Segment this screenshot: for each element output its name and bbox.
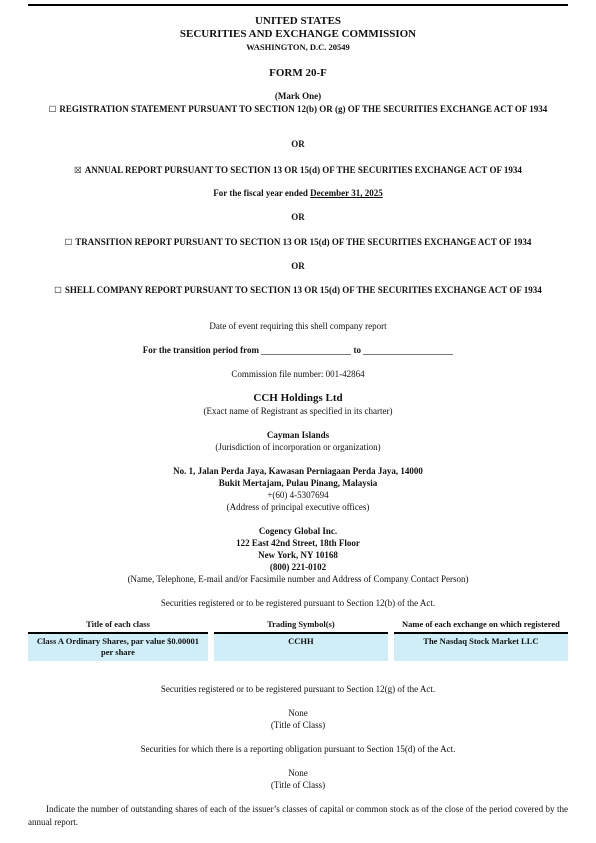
shell-company-text: SHELL COMPANY REPORT PURSUANT TO SECTION 13 OR 15(d) OF THE SECURITIES EXCHANGE ACT OF 1934 <box>64 285 542 295</box>
shell-checkbox-icon: ☐ <box>54 286 62 296</box>
header-exchange-name: Name of each exchange on which registered <box>394 618 568 633</box>
or-separator: OR <box>291 212 305 222</box>
or-separator: OR <box>291 261 305 271</box>
fiscal-year-label: For the fiscal year ended <box>213 188 308 198</box>
contact-caption: (Name, Telephone, E-mail and/or Facsimile number and Address of Company Contact Person) <box>127 574 469 584</box>
address-phone: +(60) 4-5307694 <box>267 490 329 500</box>
transition-to-blank <box>363 345 453 355</box>
securities-table <box>28 618 568 661</box>
cell-trading-symbol: CCHH <box>214 633 388 661</box>
transition-report-text: TRANSITION REPORT PURSUANT TO SECTION 13 OR 15(d) OF THE SECURITIES EXCHANGE ACT OF 1934 <box>75 237 532 247</box>
section-12g-label: Securities registered or to be registered pursuant to Section 12(g) of the Act. <box>160 684 436 694</box>
section-15d-caption: (Title of Class) <box>270 780 326 790</box>
transition-period-line <box>28 344 568 356</box>
header-trading-symbol: Trading Symbol(s) <box>214 618 388 633</box>
agency-heading: SECURITIES AND EXCHANGE COMMISSION <box>179 28 417 40</box>
header-title-of-class: Title of each class <box>28 618 208 633</box>
registrant-name: CCH Holdings Ltd <box>253 392 343 404</box>
location-heading: WASHINGTON, D.C. 20549 <box>246 42 350 52</box>
transition-to-label: to <box>353 345 361 355</box>
securities-table-header <box>28 618 568 633</box>
contact-city: New York, NY 10168 <box>258 550 338 560</box>
outstanding-shares-paragraph: Indicate the number of outstanding shares of each of the issuer’s classes of capital or common stock as of the close of the period covered by the annual report. <box>28 804 568 827</box>
section-12g-caption: (Title of Class) <box>270 720 326 730</box>
registration-statement-option <box>28 103 568 116</box>
registration-statement-text: REGISTRATION STATEMENT PURSUANT TO SECTION 12(b) OR (g) OF THE SECURITIES EXCHANGE ACT OF 1934 <box>59 104 548 114</box>
annual-report-checked-icon: ☒ <box>74 166 82 176</box>
transition-from-blank <box>261 345 351 355</box>
shell-event-label: Date of event requiring this shell company report <box>209 321 387 331</box>
jurisdiction-value: Cayman Islands <box>266 430 330 440</box>
jurisdiction-caption: (Jurisdiction of incorporation or organization) <box>215 442 381 452</box>
shell-company-option <box>28 284 568 297</box>
fiscal-year-line <box>28 187 568 199</box>
section-12b-label: Securities registered or to be registered pursuant to Section 12(b) of the Act. <box>160 598 436 608</box>
section-12g-value: None <box>288 708 308 718</box>
cell-class-title: Class A Ordinary Shares, par value $0.00001 per share <box>28 633 208 661</box>
registrant-caption: (Exact name of Registrant as specified in its charter) <box>203 406 393 416</box>
section-15d-value: None <box>288 768 308 778</box>
transition-checkbox-icon: ☐ <box>64 238 73 248</box>
country-heading: UNITED STATES <box>254 15 342 27</box>
commission-file-number: Commission file number: 001-42864 <box>231 369 365 379</box>
address-line-1: No. 1, Jalan Perda Jaya, Kawasan Perniagaan Perda Jaya, 14000 <box>173 466 423 476</box>
annual-report-option <box>28 164 568 177</box>
annual-report-text: ANNUAL REPORT PURSUANT TO SECTION 13 OR 15(d) OF THE SECURITIES EXCHANGE ACT OF 1934 <box>84 165 522 175</box>
top-rule <box>28 4 568 6</box>
fiscal-year-date: December 31, 2025 <box>310 188 383 198</box>
transition-report-option <box>28 236 568 249</box>
mark-one-label: (Mark One) <box>274 91 322 101</box>
or-separator: OR <box>291 139 305 149</box>
contact-name: Cogency Global Inc. <box>258 526 338 536</box>
address-caption: (Address of principal executive offices) <box>226 502 370 512</box>
section-15d-label: Securities for which there is a reporting obligation pursuant to Section 15(d) of the Act. <box>140 744 456 754</box>
cell-exchange-name: The Nasdaq Stock Market LLC <box>394 633 568 661</box>
contact-phone: (800) 221-0102 <box>269 562 327 572</box>
address-line-2: Bukit Mertajam, Pulau Pinang, Malaysia <box>218 478 378 488</box>
contact-street: 122 East 42nd Street, 18th Floor <box>236 538 360 548</box>
registration-checkbox-icon: ☐ <box>48 105 57 115</box>
table-row <box>28 633 568 661</box>
form-title: FORM 20-F <box>269 67 327 79</box>
transition-period-label: For the transition period from <box>142 345 259 355</box>
